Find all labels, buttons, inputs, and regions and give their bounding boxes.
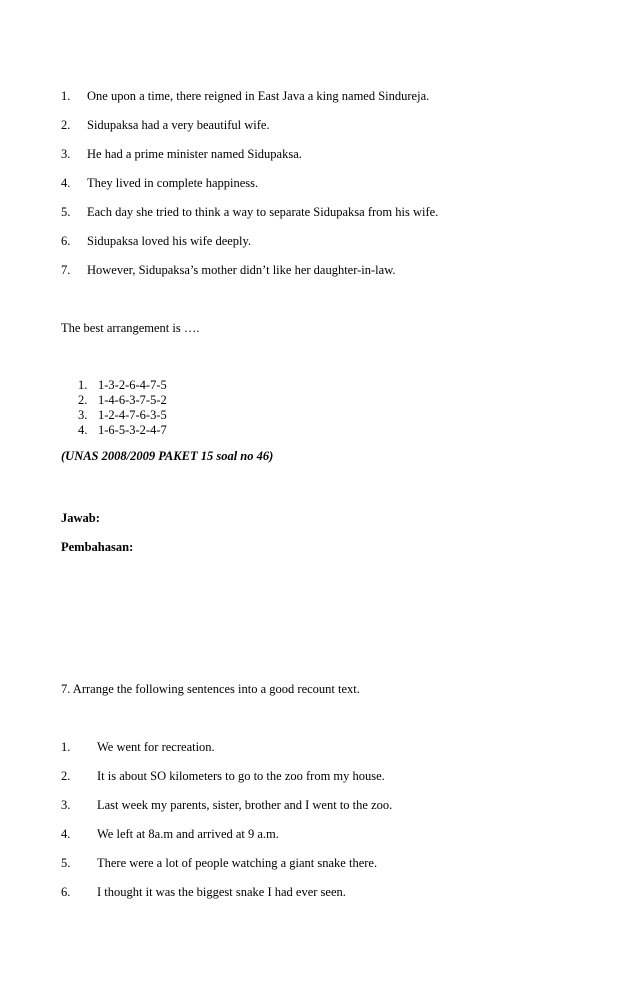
list-item-text: We left at 8a.m and arrived at 9 a.m. [97, 827, 279, 841]
source-citation: (UNAS 2008/2009 PAKET 15 soal no 46) [61, 449, 274, 463]
list-item-text: Sidupaksa loved his wife deeply. [87, 234, 252, 248]
option-number: 3. [78, 408, 88, 422]
list-item-number: 1. [61, 740, 71, 754]
list-item-number: 5. [61, 856, 71, 870]
list-item-number: 4. [61, 827, 71, 841]
jawab-label: Jawab: [61, 511, 100, 525]
list-item-text: There were a lot of people watching a giant snake there. [97, 856, 378, 870]
list-item-text: Each day she tried to think a way to separate Sidupaksa from his wife. [87, 205, 439, 219]
option-number: 1. [78, 378, 88, 392]
list-item-number: 1. [61, 89, 71, 103]
list-item-number: 3. [61, 147, 71, 161]
list-item-number: 2. [61, 118, 71, 132]
option-number: 4. [78, 423, 88, 437]
list-item-text: We went for recreation. [97, 740, 215, 754]
list-item-number: 3. [61, 798, 71, 812]
list-item-text: Last week my parents, sister, brother and I went to the zoo. [97, 798, 393, 812]
list-item-number: 6. [61, 234, 71, 248]
option-number: 2. [78, 393, 88, 407]
list-item-number: 2. [61, 769, 71, 783]
list-item-text: Sidupaksa had a very beautiful wife. [87, 118, 270, 132]
option-text: 1-4-6-3-7-5-2 [98, 393, 167, 407]
question-7-text: 7. Arrange the following sentences into a good recount text. [61, 682, 360, 696]
list-item-text: One upon a time, there reigned in East Java a king named Sindureja. [87, 89, 430, 103]
pembahasan-label: Pembahasan: [61, 540, 134, 554]
list-item-number: 6. [61, 885, 71, 899]
list-item-number: 4. [61, 176, 71, 190]
list-item-number: 7. [61, 263, 71, 277]
question-text: The best arrangement is …. [61, 321, 200, 335]
list-item-text: I thought it was the biggest snake I had ever seen. [97, 885, 346, 899]
option-text: 1-6-5-3-2-4-7 [98, 423, 167, 437]
list-item-text: He had a prime minister named Sidupaksa. [87, 147, 302, 161]
option-text: 1-2-4-7-6-3-5 [98, 408, 167, 422]
option-text: 1-3-2-6-4-7-5 [98, 378, 167, 392]
list-item-text: It is about SO kilometers to go to the zoo from my house. [97, 769, 385, 783]
list-item-number: 5. [61, 205, 71, 219]
list-item-text: They lived in complete happiness. [87, 176, 259, 190]
list-item-text: However, Sidupaksa’s mother didn’t like her daughter-in-law. [87, 263, 396, 277]
